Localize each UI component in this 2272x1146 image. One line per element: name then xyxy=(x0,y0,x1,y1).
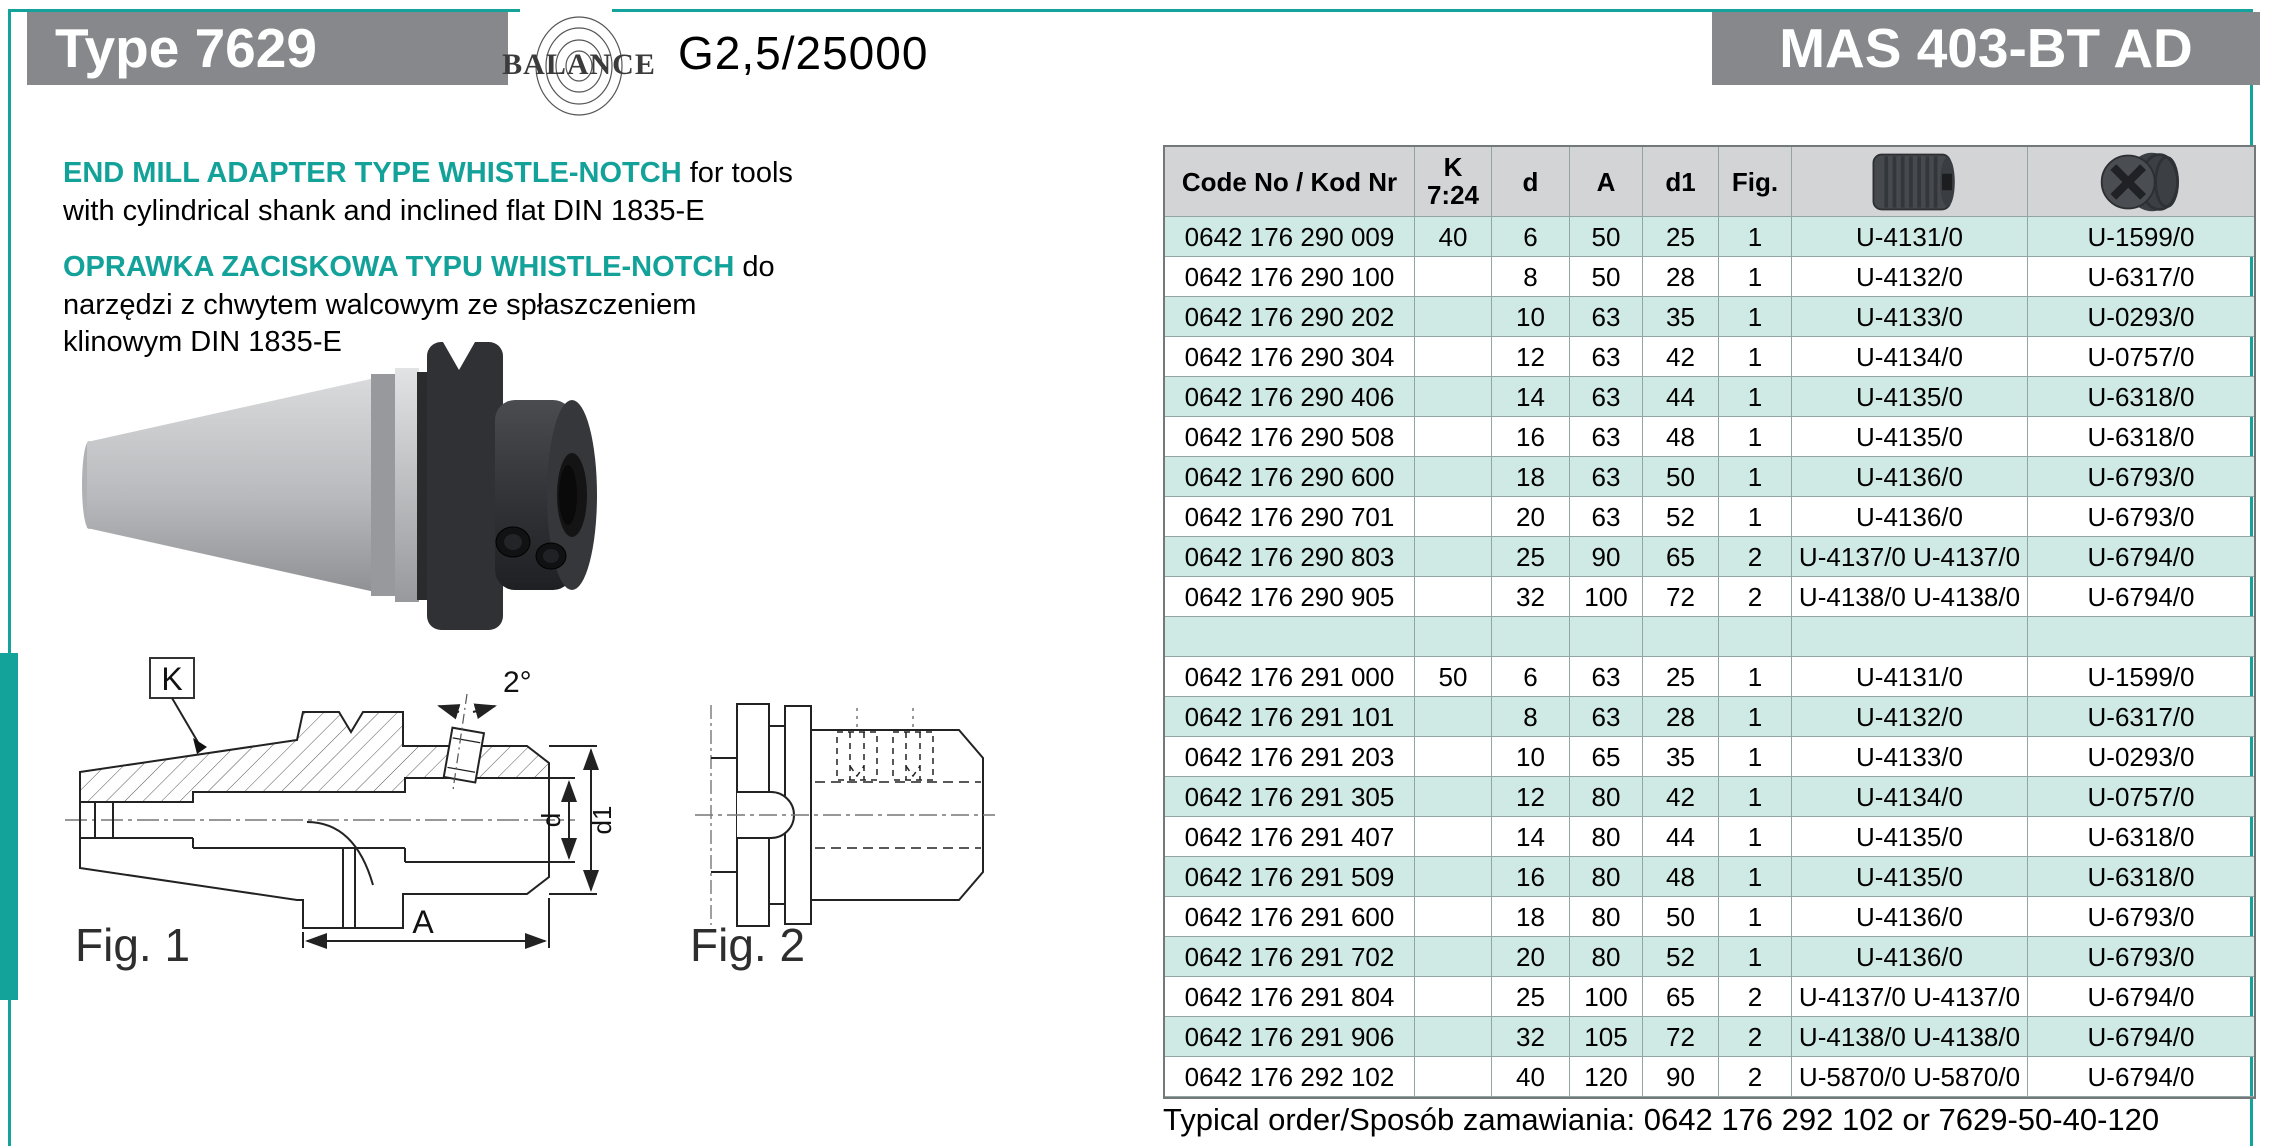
table-cell: 80 xyxy=(1570,857,1643,897)
table-cell: 80 xyxy=(1570,777,1643,817)
table-cell xyxy=(1415,577,1492,617)
table-cell: U-6317/0 xyxy=(2028,257,2254,297)
col-header-d: d xyxy=(1492,147,1570,217)
table-cell: U-6318/0 xyxy=(2028,857,2254,897)
table-cell xyxy=(1415,777,1492,817)
description-english-highlight: END MILL ADAPTER TYPE WHISTLE-NOTCH xyxy=(63,157,682,189)
table-cell: 80 xyxy=(1570,897,1643,937)
table-cell: 18 xyxy=(1492,897,1570,937)
col-header-k xyxy=(1415,147,1492,217)
table-cell xyxy=(1415,697,1492,737)
table-cell: 25 xyxy=(1643,217,1719,257)
table-cell: 72 xyxy=(1643,1017,1719,1057)
table-row xyxy=(1165,817,2254,857)
table-cell: 20 xyxy=(1492,937,1570,977)
table-row xyxy=(1165,457,2254,497)
table-cell xyxy=(1415,257,1492,297)
table-cell: U-6318/0 xyxy=(2028,817,2254,857)
table-cell: 65 xyxy=(1643,977,1719,1017)
photo-set-screw-1-socket xyxy=(504,534,522,550)
table-cell xyxy=(1415,617,1492,657)
table-cell: 1 xyxy=(1719,217,1792,257)
table-cell: 40 xyxy=(1415,217,1492,257)
table-cell: 2 xyxy=(1719,1057,1792,1097)
table-cell: 80 xyxy=(1570,937,1643,977)
table-cell: 63 xyxy=(1570,377,1643,417)
table-cell: U-4133/0 xyxy=(1792,297,2028,337)
table-cell: 14 xyxy=(1492,817,1570,857)
set-screw-icon xyxy=(1854,150,1966,214)
table-cell: 25 xyxy=(1643,657,1719,697)
table-row xyxy=(1165,1017,2254,1057)
table-cell: U-4135/0 xyxy=(1792,857,2028,897)
table-cell: 12 xyxy=(1492,777,1570,817)
product-photo xyxy=(75,330,600,645)
table-cell: 0642 176 292 102 xyxy=(1165,1057,1415,1097)
table-cell: 1 xyxy=(1719,457,1792,497)
table-cell: 35 xyxy=(1643,737,1719,777)
product-table xyxy=(1163,145,2256,1099)
photo-bore-inner xyxy=(559,465,577,525)
table-row xyxy=(1165,337,2254,377)
table-cell xyxy=(1415,1017,1492,1057)
table-cell: U-5870/0 U-5870/0 xyxy=(1792,1057,2028,1097)
description-english xyxy=(63,155,823,230)
table-cell: 2 xyxy=(1719,537,1792,577)
photo-collar-ring xyxy=(371,374,397,596)
table-cell: U-4134/0 xyxy=(1792,777,2028,817)
table-cell xyxy=(2028,617,2254,657)
table-row xyxy=(1165,217,2254,257)
table-cell: U-6793/0 xyxy=(2028,457,2254,497)
table-cell: U-6318/0 xyxy=(2028,417,2254,457)
table-cell xyxy=(1415,937,1492,977)
table-cell: 40 xyxy=(1492,1057,1570,1097)
balance-spec: G2,5/25000 xyxy=(678,27,929,79)
col-header-clamp-screw xyxy=(2028,147,2254,217)
table-cell: 0642 176 291 600 xyxy=(1165,897,1415,937)
table-cell: U-4136/0 xyxy=(1792,897,2028,937)
table-cell: 100 xyxy=(1570,977,1643,1017)
fig1-flange-detail xyxy=(307,822,373,928)
fig1-d1-label: d1 xyxy=(587,805,617,835)
table-row xyxy=(1165,617,2254,657)
table-cell: 44 xyxy=(1643,377,1719,417)
table-cell: 0642 176 291 702 xyxy=(1165,937,1415,977)
table-cell xyxy=(1165,617,1415,657)
table-cell xyxy=(1415,337,1492,377)
table-row xyxy=(1165,417,2254,457)
table-cell xyxy=(1415,537,1492,577)
fig2-screw-ghost-2 xyxy=(893,732,933,780)
fig2-screw-ghost-1 xyxy=(837,732,877,780)
table-cell: 90 xyxy=(1643,1057,1719,1097)
table-cell: 1 xyxy=(1719,297,1792,337)
table-cell: 0642 176 290 202 xyxy=(1165,297,1415,337)
table-cell: U-0293/0 xyxy=(2028,297,2254,337)
table-cell: 50 xyxy=(1415,657,1492,697)
table-cell: 28 xyxy=(1643,257,1719,297)
table-cell: U-4138/0 U-4138/0 xyxy=(1792,577,2028,617)
table-cell: U-6793/0 xyxy=(2028,897,2254,937)
table-cell: 48 xyxy=(1643,417,1719,457)
table-cell: 0642 176 291 101 xyxy=(1165,697,1415,737)
col-header-fig: Fig. xyxy=(1719,147,1792,217)
table-cell: U-4135/0 xyxy=(1792,377,2028,417)
table-cell: 63 xyxy=(1570,457,1643,497)
table-cell: 6 xyxy=(1492,657,1570,697)
table-cell: U-6318/0 xyxy=(2028,377,2254,417)
table-cell xyxy=(1415,1057,1492,1097)
table-cell: 50 xyxy=(1570,257,1643,297)
table-cell: 12 xyxy=(1492,337,1570,377)
table-cell: 10 xyxy=(1492,737,1570,777)
table-cell xyxy=(1492,617,1570,657)
standard-title-box xyxy=(1712,12,2260,85)
table-cell xyxy=(1719,617,1792,657)
table-cell: 18 xyxy=(1492,457,1570,497)
table-cell: 48 xyxy=(1643,857,1719,897)
type-label: Type 7629 xyxy=(55,17,317,79)
table-cell: 100 xyxy=(1570,577,1643,617)
type-title-box xyxy=(27,12,508,85)
table-cell: 1 xyxy=(1719,697,1792,737)
photo-taper-cone xyxy=(87,378,375,592)
table-cell: U-4136/0 xyxy=(1792,497,2028,537)
table-cell: U-4134/0 xyxy=(1792,337,2028,377)
table-cell: 0642 176 290 508 xyxy=(1165,417,1415,457)
table-row xyxy=(1165,897,2254,937)
table-cell: U-0757/0 xyxy=(2028,337,2254,377)
table-cell: U-4131/0 xyxy=(1792,217,2028,257)
table-row xyxy=(1165,937,2254,977)
table-row xyxy=(1165,777,2254,817)
table-cell: 63 xyxy=(1570,297,1643,337)
fig2-caption: Fig. 2 xyxy=(690,919,806,971)
table-cell: 0642 176 290 406 xyxy=(1165,377,1415,417)
table-cell: 1 xyxy=(1719,777,1792,817)
table-cell: 14 xyxy=(1492,377,1570,417)
table-cell: 25 xyxy=(1492,537,1570,577)
table-cell xyxy=(1792,617,2028,657)
table-cell: 72 xyxy=(1643,577,1719,617)
table-body xyxy=(1165,217,2254,1097)
table-cell: U-4132/0 xyxy=(1792,697,2028,737)
table-cell: 0642 176 291 203 xyxy=(1165,737,1415,777)
table-cell xyxy=(1415,297,1492,337)
table-cell: U-6794/0 xyxy=(2028,537,2254,577)
table-row xyxy=(1165,697,2254,737)
table-cell: U-4135/0 xyxy=(1792,817,2028,857)
table-cell: 105 xyxy=(1570,1017,1643,1057)
table-header-row xyxy=(1165,147,2254,217)
table-cell: 0642 176 290 803 xyxy=(1165,537,1415,577)
photo-silver-ring xyxy=(395,368,419,602)
balance-logo-text: BALANCE xyxy=(502,48,656,81)
fig1-a-label: A xyxy=(412,904,434,940)
table-cell: U-1599/0 xyxy=(2028,217,2254,257)
table-row xyxy=(1165,297,2254,337)
table-cell: U-6794/0 xyxy=(2028,577,2254,617)
table-cell: 1 xyxy=(1719,657,1792,697)
table-row xyxy=(1165,577,2254,617)
table-cell xyxy=(1415,857,1492,897)
fig1-caption: Fig. 1 xyxy=(75,919,191,971)
table-cell: 0642 176 290 304 xyxy=(1165,337,1415,377)
table-cell: 10 xyxy=(1492,297,1570,337)
table-row xyxy=(1165,537,2254,577)
table-cell: U-1599/0 xyxy=(2028,657,2254,697)
fig1-k-label: K xyxy=(161,661,183,697)
col-header-k-line1: K xyxy=(1443,152,1463,183)
table-cell: 50 xyxy=(1643,457,1719,497)
table-cell: U-4131/0 xyxy=(1792,657,2028,697)
table-cell: 0642 176 290 701 xyxy=(1165,497,1415,537)
table-row xyxy=(1165,737,2254,777)
description-polish-highlight: OPRAWKA ZACISKOWA TYPU WHISTLE-NOTCH xyxy=(63,251,735,283)
table-cell: 2 xyxy=(1719,1017,1792,1057)
table-cell: 1 xyxy=(1719,817,1792,857)
table-cell: 63 xyxy=(1570,337,1643,377)
balance-logo xyxy=(493,12,665,124)
table-row xyxy=(1165,497,2254,537)
table-cell: 80 xyxy=(1570,817,1643,857)
description-english-rest: for tools with cylindrical shank and inclined flat DIN 1835-E xyxy=(63,157,793,227)
table-cell xyxy=(1415,377,1492,417)
col-header-k-line2: 7:24 xyxy=(1426,179,1480,210)
table-cell: 0642 176 291 305 xyxy=(1165,777,1415,817)
table-cell: 0642 176 290 905 xyxy=(1165,577,1415,617)
table-cell: U-4133/0 xyxy=(1792,737,2028,777)
table-cell: 42 xyxy=(1643,337,1719,377)
col-header-a: A xyxy=(1570,147,1643,217)
table-cell: 0642 176 290 600 xyxy=(1165,457,1415,497)
fig1-angle-arrow-left xyxy=(439,706,459,712)
table-cell: 32 xyxy=(1492,577,1570,617)
table-cell: 35 xyxy=(1643,297,1719,337)
table-cell: 2 xyxy=(1719,977,1792,1017)
table-row xyxy=(1165,977,2254,1017)
table-cell: 1 xyxy=(1719,897,1792,937)
table-cell: 0642 176 291 509 xyxy=(1165,857,1415,897)
table-cell xyxy=(1415,897,1492,937)
table-cell: U-6793/0 xyxy=(2028,937,2254,977)
table-cell: 1 xyxy=(1719,377,1792,417)
col-header-set-screw xyxy=(1792,147,2028,217)
table-cell: U-0757/0 xyxy=(2028,777,2254,817)
table-cell: 1 xyxy=(1719,417,1792,457)
table-cell: 1 xyxy=(1719,497,1792,537)
table-cell xyxy=(1415,977,1492,1017)
table-cell: 42 xyxy=(1643,777,1719,817)
table-cell: 0642 176 290 100 xyxy=(1165,257,1415,297)
table-cell: U-6793/0 xyxy=(2028,497,2254,537)
table-cell: 2 xyxy=(1719,577,1792,617)
table-cell xyxy=(1415,497,1492,537)
table-cell: 0642 176 291 000 xyxy=(1165,657,1415,697)
photo-set-screw-2-socket xyxy=(543,549,559,563)
table-cell: 16 xyxy=(1492,857,1570,897)
table-cell: 0642 176 290 009 xyxy=(1165,217,1415,257)
fig1-k-leader xyxy=(172,698,199,744)
fig1-angle-arrow-right xyxy=(473,706,495,712)
table-cell xyxy=(1415,817,1492,857)
table-cell: 50 xyxy=(1643,897,1719,937)
table-cell: 120 xyxy=(1570,1057,1643,1097)
table-cell: U-4136/0 xyxy=(1792,457,2028,497)
description-polish-rest: do narzędzi z chwytem walcowym ze spłaszczeniem klinowym DIN 1835-E xyxy=(63,251,775,359)
table-cell: 6 xyxy=(1492,217,1570,257)
table-row xyxy=(1165,1057,2254,1097)
table-row xyxy=(1165,857,2254,897)
table-cell: U-4135/0 xyxy=(1792,417,2028,457)
table-cell: U-6794/0 xyxy=(2028,1057,2254,1097)
table-cell: 25 xyxy=(1492,977,1570,1017)
standard-label: MAS 403-BT AD xyxy=(1779,17,2193,79)
table-cell: 1 xyxy=(1719,937,1792,977)
table-cell: U-4137/0 U-4137/0 xyxy=(1792,537,2028,577)
table-cell: 1 xyxy=(1719,737,1792,777)
table-cell: 0642 176 291 804 xyxy=(1165,977,1415,1017)
table-cell: 63 xyxy=(1570,417,1643,457)
table-cell: 63 xyxy=(1570,497,1643,537)
fig1-angle-label: 2° xyxy=(503,666,532,699)
table-cell: 65 xyxy=(1643,537,1719,577)
table-row xyxy=(1165,657,2254,697)
table-cell: U-4136/0 xyxy=(1792,937,2028,977)
table-cell: U-4137/0 U-4137/0 xyxy=(1792,977,2028,1017)
table-cell: 0642 176 291 906 xyxy=(1165,1017,1415,1057)
table-cell: U-0293/0 xyxy=(2028,737,2254,777)
table-cell: 90 xyxy=(1570,537,1643,577)
table-cell: 32 xyxy=(1492,1017,1570,1057)
table-cell: 8 xyxy=(1492,697,1570,737)
table-cell xyxy=(1415,417,1492,457)
left-accent-bar xyxy=(0,653,18,1000)
typical-order-note: Typical order/Sposób zamawiania: 0642 176 292 102 or 7629-50-40-120 xyxy=(1163,1102,2160,1137)
fig1-d-label: d xyxy=(536,812,566,828)
table-cell: 44 xyxy=(1643,817,1719,857)
table-cell: 63 xyxy=(1570,657,1643,697)
fig1-drawing xyxy=(55,650,635,950)
clamping-screw-icon xyxy=(2094,150,2188,214)
table-cell: 28 xyxy=(1643,697,1719,737)
table-cell xyxy=(1415,457,1492,497)
table-cell: 20 xyxy=(1492,497,1570,537)
table-cell: 52 xyxy=(1643,497,1719,537)
table-cell: U-4138/0 U-4138/0 xyxy=(1792,1017,2028,1057)
table-cell: 1 xyxy=(1719,257,1792,297)
table-cell: U-6794/0 xyxy=(2028,1017,2254,1057)
fig1-k-arrow xyxy=(193,738,207,754)
table-cell: 0642 176 291 407 xyxy=(1165,817,1415,857)
table-cell xyxy=(1643,617,1719,657)
col-header-code: Code No / Kod Nr xyxy=(1165,147,1415,217)
table-row xyxy=(1165,377,2254,417)
table-cell xyxy=(1415,737,1492,777)
table-row xyxy=(1165,257,2254,297)
table-cell: 52 xyxy=(1643,937,1719,977)
table-cell: 1 xyxy=(1719,337,1792,377)
table-cell: 63 xyxy=(1570,697,1643,737)
table-cell: U-6317/0 xyxy=(2028,697,2254,737)
table-cell: 50 xyxy=(1570,217,1643,257)
table-cell: U-6794/0 xyxy=(2028,977,2254,1017)
table-cell xyxy=(1570,617,1643,657)
table-cell: 65 xyxy=(1570,737,1643,777)
col-header-d1: d1 xyxy=(1643,147,1719,217)
table-cell: U-4132/0 xyxy=(1792,257,2028,297)
table-cell: 16 xyxy=(1492,417,1570,457)
fig2-drawing xyxy=(675,670,1105,960)
photo-flange xyxy=(427,342,503,630)
table-cell: 8 xyxy=(1492,257,1570,297)
table-cell: 1 xyxy=(1719,857,1792,897)
